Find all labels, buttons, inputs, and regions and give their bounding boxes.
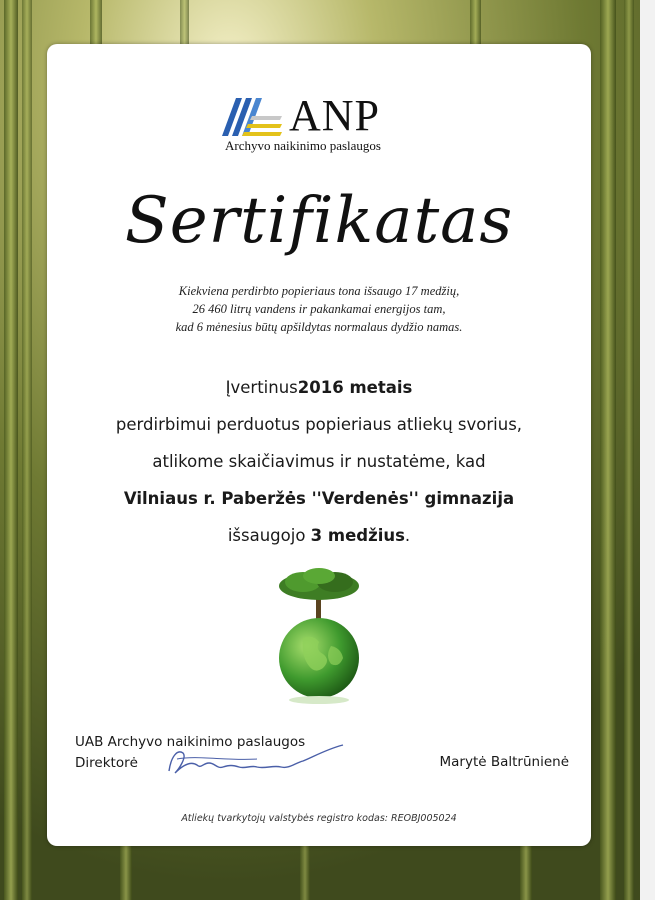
company-logo [47, 91, 591, 168]
handwritten-signature [157, 739, 357, 779]
logo-name: ANP [289, 91, 381, 140]
certificate-body [47, 369, 591, 554]
body-line-5-suffix: . [404, 526, 411, 545]
body-line-5-prefix: išsaugojo [227, 526, 306, 545]
body-line-5 [47, 517, 591, 554]
trees-saved: 3 medžius [310, 526, 405, 545]
certificate-card [47, 44, 591, 846]
body-line-2: perdirbimui perduotus popieriaus atliekų svorius, [115, 415, 523, 434]
body-line-1-prefix: Įvertinus [225, 378, 298, 397]
registry-code-footer: Atliekų tvarkytojų valstybės registro kodas: REOBJ005024 [181, 813, 457, 824]
body-year: 2016 metais [297, 378, 413, 397]
signatory-company: UAB Archyvo naikinimo paslaugos [75, 734, 306, 750]
signatory-role: Direktorė [75, 755, 138, 771]
recipient-name: Vilniaus r. Paberžės ''Verdenės'' gimnazija [123, 489, 515, 508]
intro-paragraph [47, 282, 591, 336]
intro-line: Kiekviena perdirbto popieriaus tona išsaugo 17 medžių, [178, 284, 460, 298]
body-line-1 [47, 369, 591, 406]
body-recipient [47, 480, 591, 517]
tree-on-globe-icon [273, 566, 365, 706]
anp-logo-stripes-icon [222, 98, 284, 136]
body-line-3: atlikome skaičiavimus ir nustatėme, kad [152, 452, 486, 471]
intro-line: 26 460 litrų vandens ir pakankamai energijos tam, [192, 302, 446, 316]
logo-subtitle: Archyvo naikinimo paslaugos [225, 138, 381, 153]
signatory-name: Marytė Baltrūnienė [439, 754, 569, 770]
certificate-title: Sertifikatas [124, 184, 514, 258]
intro-line: kad 6 mėnesius būtų apšildytas normalaus dydžio namas. [175, 320, 463, 334]
